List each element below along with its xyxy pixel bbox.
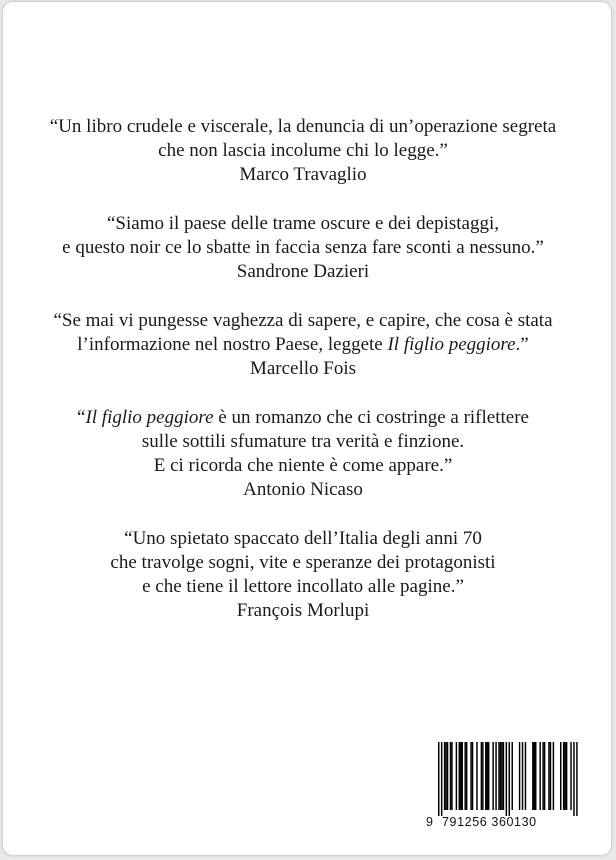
quote-line bbox=[3, 454, 603, 478]
quote-text: e che tiene il lettore incollato alle pagine.” bbox=[142, 576, 464, 597]
barcode-bar bbox=[464, 742, 465, 810]
blurb-quote bbox=[3, 309, 603, 381]
quote-author: Sandrone Dazieri bbox=[236, 261, 370, 282]
quote-line bbox=[3, 236, 603, 260]
barcode-bar bbox=[522, 742, 523, 810]
barcode-bar bbox=[503, 742, 504, 810]
barcode-bar bbox=[466, 742, 467, 810]
barcode-left-digits: 791256 bbox=[442, 815, 488, 829]
quote-text: “Se mai vi pungesse vaghezza di sapere, e capire, che cosa è stata bbox=[53, 310, 553, 331]
quote-text: “Uno spietato spaccato dell’Italia degli anni 70 bbox=[124, 528, 482, 549]
barcode-bar bbox=[472, 742, 473, 810]
quote-line bbox=[3, 575, 603, 599]
barcode-bar bbox=[500, 742, 501, 810]
quote-text: che non lascia incolume chi lo legge.” bbox=[158, 140, 448, 161]
blurb-quote bbox=[3, 527, 603, 623]
quote-text: sulle sottili sfumature tra verità e finzione. bbox=[141, 431, 465, 452]
quote-author: Marco Travaglio bbox=[239, 164, 367, 185]
quote-text: “Siamo il paese delle trame oscure e dei depistaggi, bbox=[107, 213, 499, 234]
barcode-number bbox=[426, 815, 586, 829]
barcode-bar bbox=[441, 742, 442, 816]
barcode-bar bbox=[548, 742, 549, 810]
barcode-bar bbox=[459, 742, 460, 810]
quote-line bbox=[3, 309, 603, 333]
barcode-bar bbox=[563, 742, 564, 810]
barcode-bar bbox=[456, 742, 457, 810]
barcode-bar bbox=[535, 742, 536, 810]
barcode-bar bbox=[570, 742, 571, 810]
barcode-bar bbox=[544, 742, 545, 810]
quote-line bbox=[3, 551, 603, 575]
blurb-quote bbox=[3, 406, 603, 502]
barcode-right-digits: 360130 bbox=[491, 815, 537, 829]
book-title-italic: Il figlio peggiore bbox=[85, 407, 214, 428]
quote-line bbox=[3, 430, 603, 454]
barcode-bar bbox=[492, 742, 493, 810]
barcode-bar bbox=[534, 742, 535, 810]
quote-line bbox=[3, 333, 603, 357]
barcode-bar bbox=[566, 742, 567, 810]
quote-text: l’informazione nel nostro Paese, leggete bbox=[77, 334, 388, 355]
barcode-bar bbox=[525, 742, 526, 810]
barcode-bar bbox=[481, 742, 482, 810]
barcode-bar bbox=[532, 742, 533, 810]
barcode-bar bbox=[564, 742, 565, 810]
blurbs-section bbox=[3, 115, 603, 648]
barcode-bar bbox=[488, 742, 489, 810]
barcode-bar bbox=[495, 742, 496, 810]
quote-text: è un romanzo che ci costringe a riflettere bbox=[213, 407, 529, 428]
quote-text: e questo noir ce lo sbatte in faccia senza fare sconti a nessuno.” bbox=[62, 237, 544, 258]
barcode-bar bbox=[539, 742, 540, 810]
barcode-bar bbox=[498, 742, 499, 810]
quote-author: Antonio Nicaso bbox=[243, 479, 363, 500]
barcode-bar bbox=[519, 742, 520, 810]
barcode-bar bbox=[451, 742, 452, 810]
quote-author: Marcello Fois bbox=[249, 358, 357, 379]
barcode-bar bbox=[445, 742, 446, 810]
barcode-bar bbox=[460, 742, 461, 810]
quote-line bbox=[3, 212, 603, 236]
barcode-first-digit: 9 bbox=[426, 815, 434, 829]
quote-text: “ bbox=[77, 407, 86, 428]
barcode-bar bbox=[573, 742, 574, 816]
barcode-bars bbox=[426, 742, 586, 816]
barcode-bar bbox=[487, 742, 488, 810]
barcode-bar bbox=[506, 742, 507, 816]
barcode-bar bbox=[485, 742, 486, 810]
book-back-cover bbox=[3, 2, 611, 855]
quote-line bbox=[3, 115, 603, 139]
quote-line bbox=[3, 139, 603, 163]
barcode-bar bbox=[560, 742, 561, 810]
barcode-bar bbox=[512, 742, 513, 810]
barcode-bar bbox=[470, 742, 471, 810]
barcode-bar bbox=[550, 742, 551, 810]
quote-text: E ci ricorda che niente è come appare.” bbox=[153, 455, 453, 476]
quote-text: “Un libro crudele e viscerale, la denuncia di un’operazione segreta bbox=[49, 116, 557, 137]
quote-text: che travolge sogni, vite e speranze dei protagonisti bbox=[110, 552, 496, 573]
barcode-bar bbox=[450, 742, 451, 810]
barcode-bar bbox=[482, 742, 483, 810]
barcode-bar bbox=[447, 742, 448, 810]
book-title-italic: Il figlio peggiore bbox=[387, 334, 516, 355]
barcode-bar bbox=[444, 742, 445, 810]
blurb-quote bbox=[3, 212, 603, 284]
barcode-bar bbox=[438, 742, 439, 816]
quote-author: François Morlupi bbox=[236, 600, 370, 621]
quote-line bbox=[3, 406, 603, 430]
barcode-bar bbox=[476, 742, 477, 810]
barcode-bar bbox=[576, 742, 577, 816]
barcode-bar bbox=[509, 742, 510, 816]
quote-text: .” bbox=[515, 334, 529, 355]
barcode-bar bbox=[553, 742, 554, 810]
blurb-quote bbox=[3, 115, 603, 187]
barcode-bar bbox=[542, 742, 543, 810]
barcode-bar bbox=[501, 742, 502, 810]
isbn-barcode bbox=[426, 742, 586, 855]
barcode-bar bbox=[462, 742, 463, 810]
quote-line bbox=[3, 527, 603, 551]
